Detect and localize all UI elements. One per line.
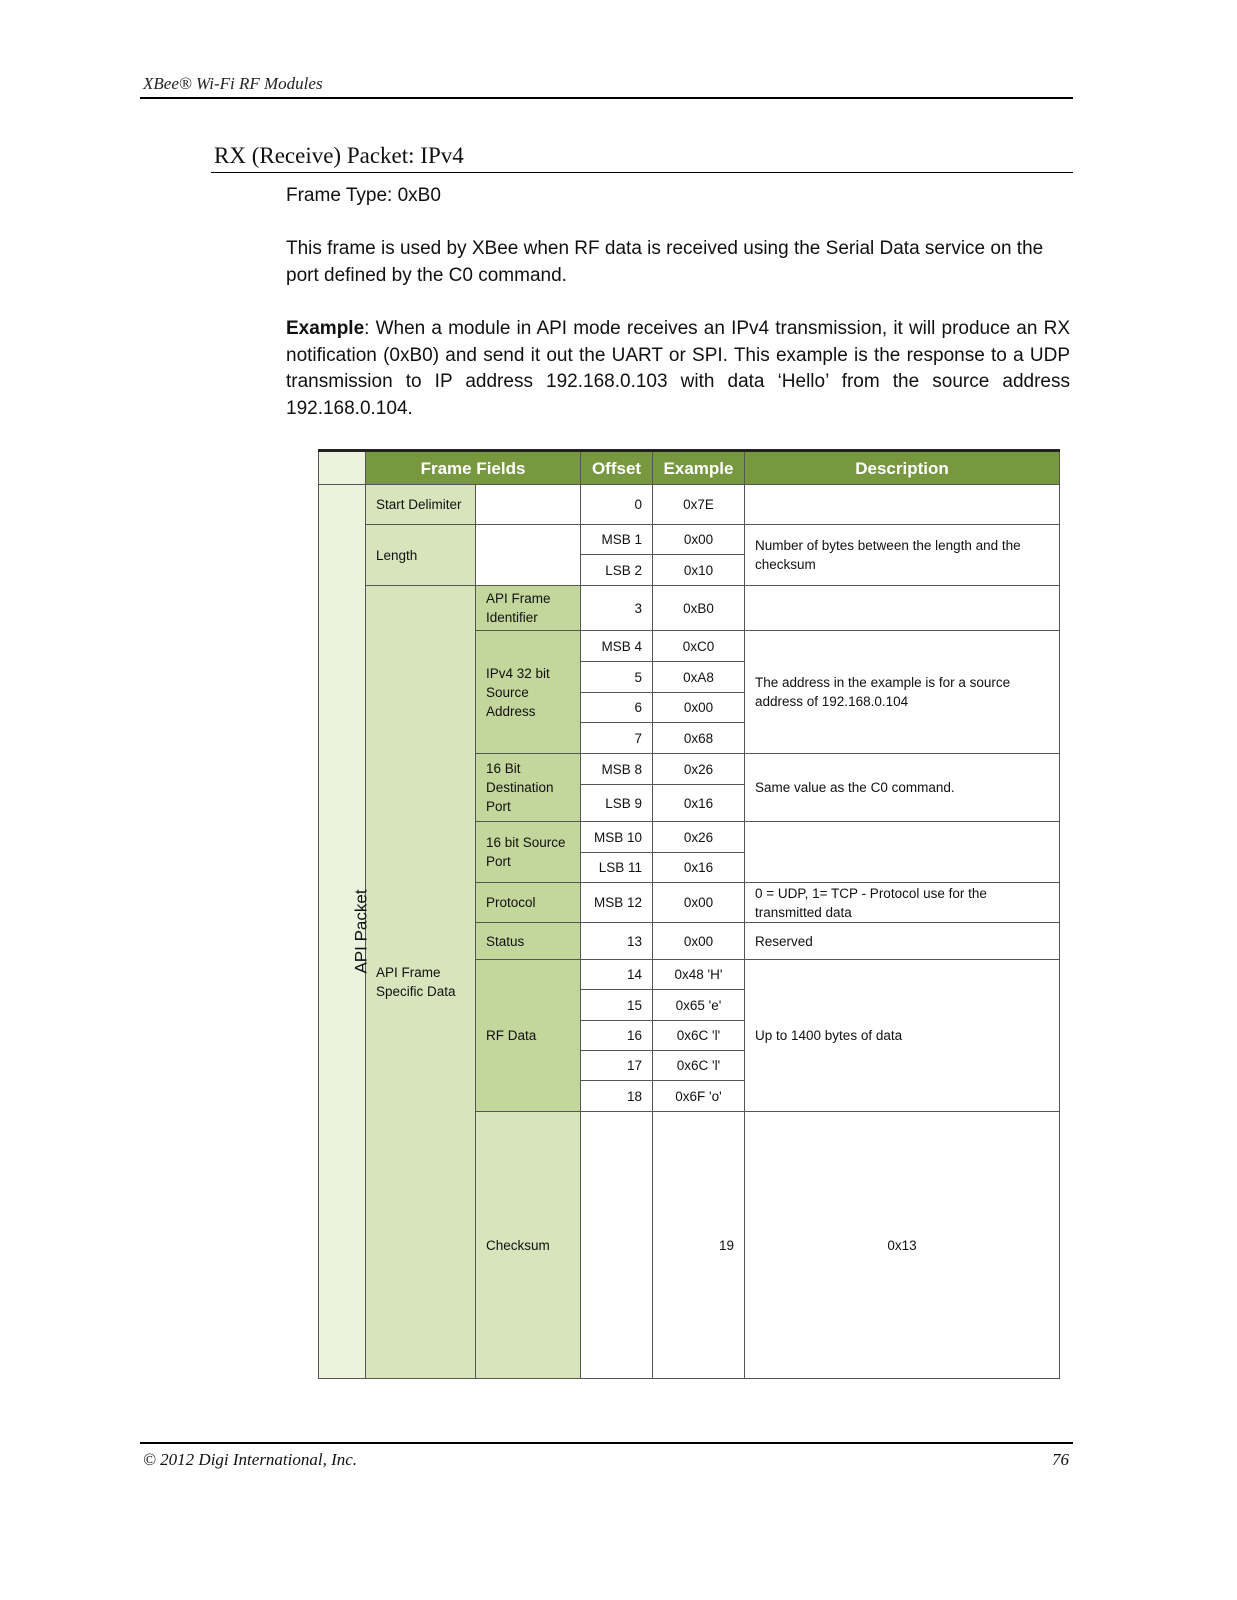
offset-cell: MSB 8 [581, 754, 653, 785]
example-cell: 0x6F 'o' [653, 1081, 745, 1112]
offset-cell: 19 [653, 1112, 745, 1379]
description-cell: Up to 1400 bytes of data [745, 960, 1060, 1112]
example-cell: 0x00 [653, 923, 745, 960]
offset-cell: LSB 9 [581, 785, 653, 822]
header-offset: Offset [581, 451, 653, 485]
offset-cell: LSB 11 [581, 853, 653, 883]
example-cell: 0x10 [653, 555, 745, 586]
offset-cell: 18 [581, 1081, 653, 1112]
description-cell [745, 822, 1060, 883]
offset-cell: 16 [581, 1021, 653, 1051]
checksum-field: Checksum [476, 1112, 581, 1379]
ipv4-source-address-field: IPv4 32 bit Source Address [476, 631, 581, 754]
offset-cell: MSB 1 [581, 525, 653, 555]
api-packet-cell [319, 485, 371, 1379]
offset-cell: MSB 4 [581, 631, 653, 662]
example-cell: 0xA8 [653, 662, 745, 693]
destination-port-field: 16 Bit Destination Port [476, 754, 581, 822]
api-frame-identifier-field: API Frame Identifier [476, 586, 581, 631]
status-field: Status [476, 923, 581, 960]
example-cell: 0x16 [653, 853, 745, 883]
example-paragraph [286, 316, 1070, 422]
header-blank-cell [319, 451, 366, 485]
example-cell: 0xC0 [653, 631, 745, 662]
example-cell: 0x00 [653, 883, 745, 923]
example-cell: 0x00 [653, 525, 745, 555]
rf-data-field: RF Data [476, 960, 581, 1112]
example-cell: 0x68 [653, 723, 745, 754]
example-cell: 0x26 [653, 754, 745, 785]
section-rule [211, 172, 1073, 173]
table-header-row [319, 451, 1060, 485]
offset-cell: 5 [581, 662, 653, 693]
description-cell: Number of bytes between the length and the checksum [745, 525, 1060, 586]
table-row [319, 485, 1060, 525]
example-cell: 0x48 'H' [653, 960, 745, 990]
api-frame-specific-data-field: API Frame Specific Data [366, 586, 476, 1379]
example-cell: 0x16 [653, 785, 745, 822]
api-packet-label: API Packet [351, 888, 371, 974]
description-cell [745, 485, 1060, 525]
offset-cell: MSB 12 [581, 883, 653, 923]
description-cell: 0 = UDP, 1= TCP - Protocol use for the transmitted data [745, 883, 1060, 923]
description-cell: The address in the example is for a source address of 192.168.0.104 [745, 631, 1060, 754]
frame-description-text: This frame is used by XBee when RF data is received using the Serial Data service on the port defined by the C0 command. [286, 238, 1044, 286]
offset-cell: 15 [581, 990, 653, 1021]
offset-cell: 7 [581, 723, 653, 754]
header-example: Example [653, 451, 745, 485]
offset-cell: 17 [581, 1051, 653, 1081]
table-row [319, 525, 1060, 555]
running-header: XBee® Wi-Fi RF Modules [143, 74, 323, 93]
example-cell: 0x13 [745, 1112, 1060, 1379]
start-delimiter-field: Start Delimiter [366, 485, 476, 525]
footer-copyright: © 2012 Digi International, Inc. [143, 1450, 358, 1469]
example-cell: 0xB0 [653, 586, 745, 631]
example-label: Example [286, 318, 365, 339]
example-cell: 0x00 [653, 693, 745, 723]
table-row [319, 586, 1060, 631]
section-title: RX (Receive) Packet: IPv4 [214, 143, 464, 168]
offset-cell: MSB 10 [581, 822, 653, 853]
page-number: 76 [1052, 1450, 1069, 1469]
example-text: : When a module in API mode receives an IPv4 transmission, it will produce an RX notification (0xB0) and send it out the UART or SPI. This example is the response to a UDP transmission to IP address 192.168.0.103 with data ‘Hello’ from the source address 192.168.0.104. [286, 318, 1070, 419]
frame-type-text: Frame Type: 0xB0 [286, 185, 441, 206]
example-cell: 0x6C 'l' [653, 1051, 745, 1081]
example-cell: 0x6C 'l' [653, 1021, 745, 1051]
offset-cell: 14 [581, 960, 653, 990]
blank-cell [476, 525, 581, 586]
description-cell: Reserved [745, 923, 1060, 960]
offset-cell: 6 [581, 693, 653, 723]
example-cell: 0x65 'e' [653, 990, 745, 1021]
length-field: Length [366, 525, 476, 586]
footer-rule [140, 1442, 1073, 1444]
offset-cell: 13 [581, 923, 653, 960]
source-port-field: 16 bit Source Port [476, 822, 581, 883]
protocol-field: Protocol [476, 883, 581, 923]
example-cell: 0x7E [653, 485, 745, 525]
header-frame-fields: Frame Fields [366, 451, 581, 485]
blank-cell [581, 1112, 653, 1379]
offset-cell: 0 [581, 485, 653, 525]
description-cell: Same value as the C0 command. [745, 754, 1060, 822]
header-rule [140, 97, 1073, 99]
offset-cell: LSB 2 [581, 555, 653, 586]
offset-cell: 3 [581, 586, 653, 631]
description-cell [745, 586, 1060, 631]
example-cell: 0x26 [653, 822, 745, 853]
header-description: Description [745, 451, 1060, 485]
frame-fields-table [318, 449, 1060, 1379]
blank-cell [476, 485, 581, 525]
